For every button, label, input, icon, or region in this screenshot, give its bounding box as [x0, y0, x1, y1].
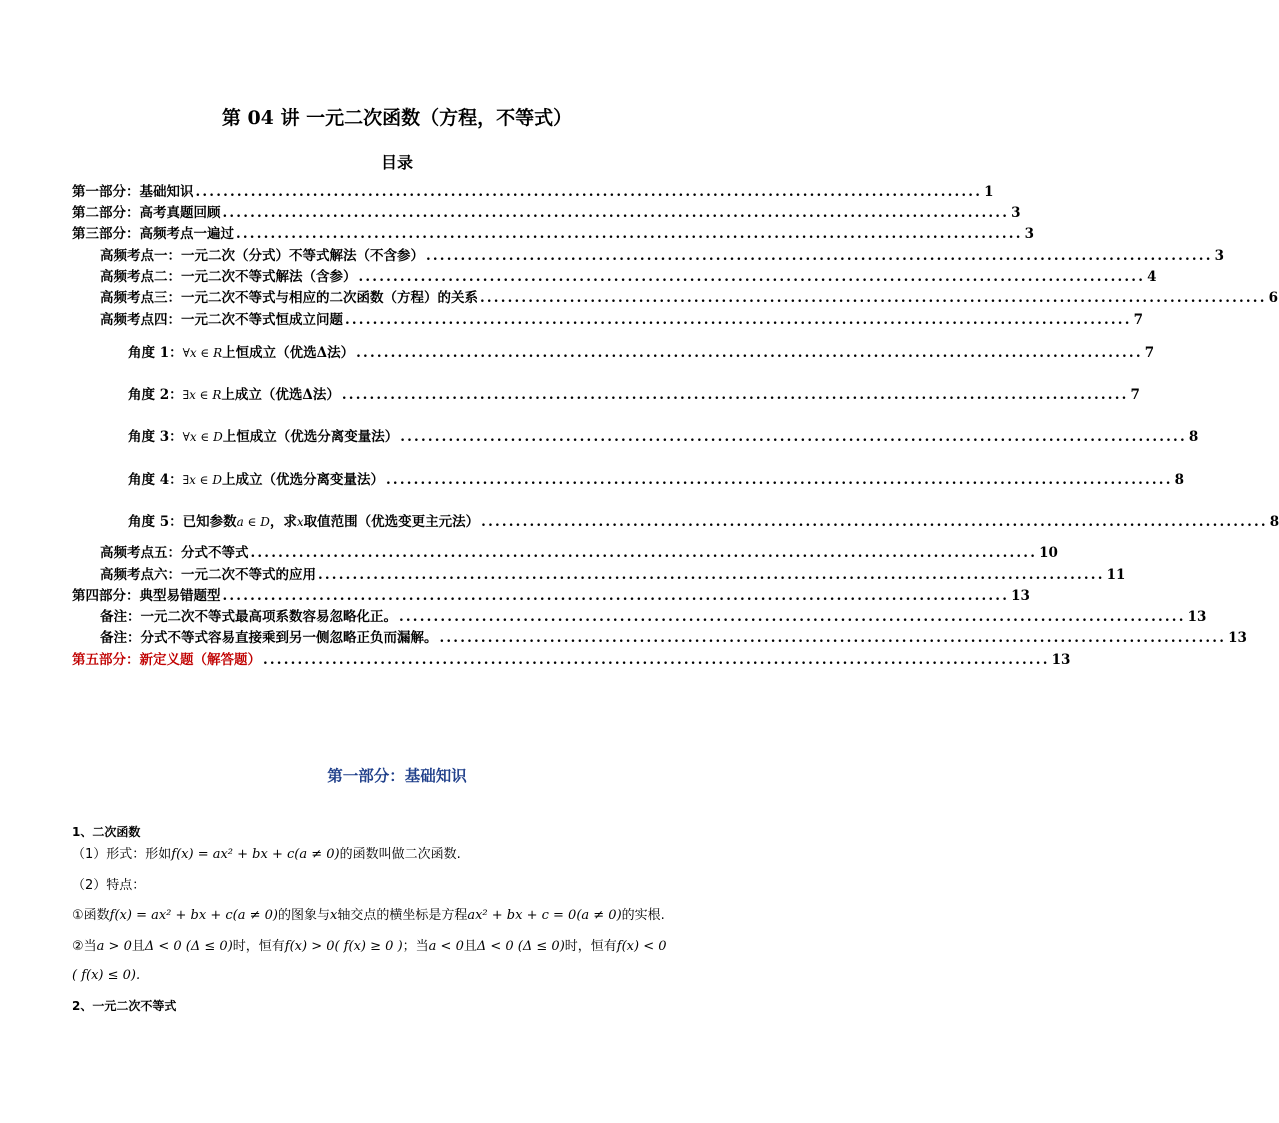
toc-entry[interactable]: 高频考点三：一元二次不等式与相应的二次函数（方程）的关系 .................................................................................................................. 6 [100, 290, 1279, 306]
toc-heading: 目录 [380, 153, 413, 172]
document-title: 第 04 讲 一元二次函数（方程，不等式） [221, 107, 573, 129]
toc-entry[interactable]: 备注：一元二次不等式最高项系数容易忽略化正。 .................................................................................................................. 13 [100, 609, 1207, 625]
paragraph: （2）特点： [72, 878, 146, 893]
paragraph: ( f(x) ≤ 0). [72, 968, 141, 983]
toc-entry[interactable]: 第一部分：基础知识 .................................................................................................................. 1 [72, 184, 994, 200]
paragraph: （1）形式：形如f(x) = ax² + bx + c(a ≠ 0)的函数叫做二次函数. [72, 847, 461, 862]
toc-entry[interactable]: 角度 4：∃x ∈ D上成立（优选分离变量法） .................................................................................................................. 8 [128, 472, 1185, 488]
toc-entry[interactable]: 高频考点五：分式不等式 .................................................................................................................. 10 [100, 545, 1058, 561]
paragraph: ①函数f(x) = ax² + bx + c(a ≠ 0)的图象与x轴交点的横坐标是方程ax² + bx + c = 0(a ≠ 0)的实根. [72, 908, 665, 923]
toc-entry[interactable]: 第五部分：新定义题（解答题） .................................................................................................................. 13 [72, 652, 1071, 668]
toc-entry[interactable]: 高频考点四：一元二次不等式恒成立问题 .................................................................................................................. 7 [100, 312, 1144, 328]
toc-entry[interactable]: 高频考点一：一元二次（分式）不等式解法（不含参） .................................................................................................................. 3 [100, 248, 1225, 264]
toc-entry[interactable]: 第四部分：典型易错题型 .................................................................................................................. 13 [72, 588, 1030, 604]
toc-entry[interactable]: 备注：分式不等式容易直接乘到另一侧忽略正负而漏解。 .................................................................................................................. 13 [100, 630, 1247, 646]
toc-entry[interactable]: 高频考点二：一元二次不等式解法（含参） .................................................................................................................. 4 [100, 269, 1157, 285]
toc-entry[interactable]: 第三部分：高频考点一遍过 .................................................................................................................. 3 [72, 226, 1035, 242]
toc-entry[interactable]: 角度 5：已知参数a ∈ D，求x取值范围（优选变更主元法） .................................................................................................................. 8 [128, 514, 1279, 530]
paragraph: ②当a > 0且Δ < 0 (Δ ≤ 0)时，恒有f(x) > 0( f(x) ≥ 0 )；当a < 0且Δ < 0 (Δ ≤ 0)时，恒有f(x) < 0 [72, 939, 667, 954]
subheading: 2、一元二次不等式 [72, 999, 177, 1013]
toc-entry[interactable]: 高频考点六：一元二次不等式的应用 .................................................................................................................. 11 [100, 567, 1126, 583]
toc-entry[interactable]: 角度 1：∀x ∈ R上恒成立（优选Δ法） .................................................................................................................. 7 [128, 345, 1155, 361]
toc-entry[interactable]: 第二部分：高考真题回顾 .................................................................................................................. 3 [72, 205, 1021, 221]
toc-entry[interactable]: 角度 3：∀x ∈ D上恒成立（优选分离变量法） .................................................................................................................. 8 [128, 429, 1199, 445]
subheading: 1、二次函数 [72, 825, 141, 839]
toc-entry[interactable]: 角度 2：∃x ∈ R上成立（优选Δ法） .................................................................................................................. 7 [128, 387, 1140, 403]
section-heading: 第一部分：基础知识 [327, 766, 467, 785]
